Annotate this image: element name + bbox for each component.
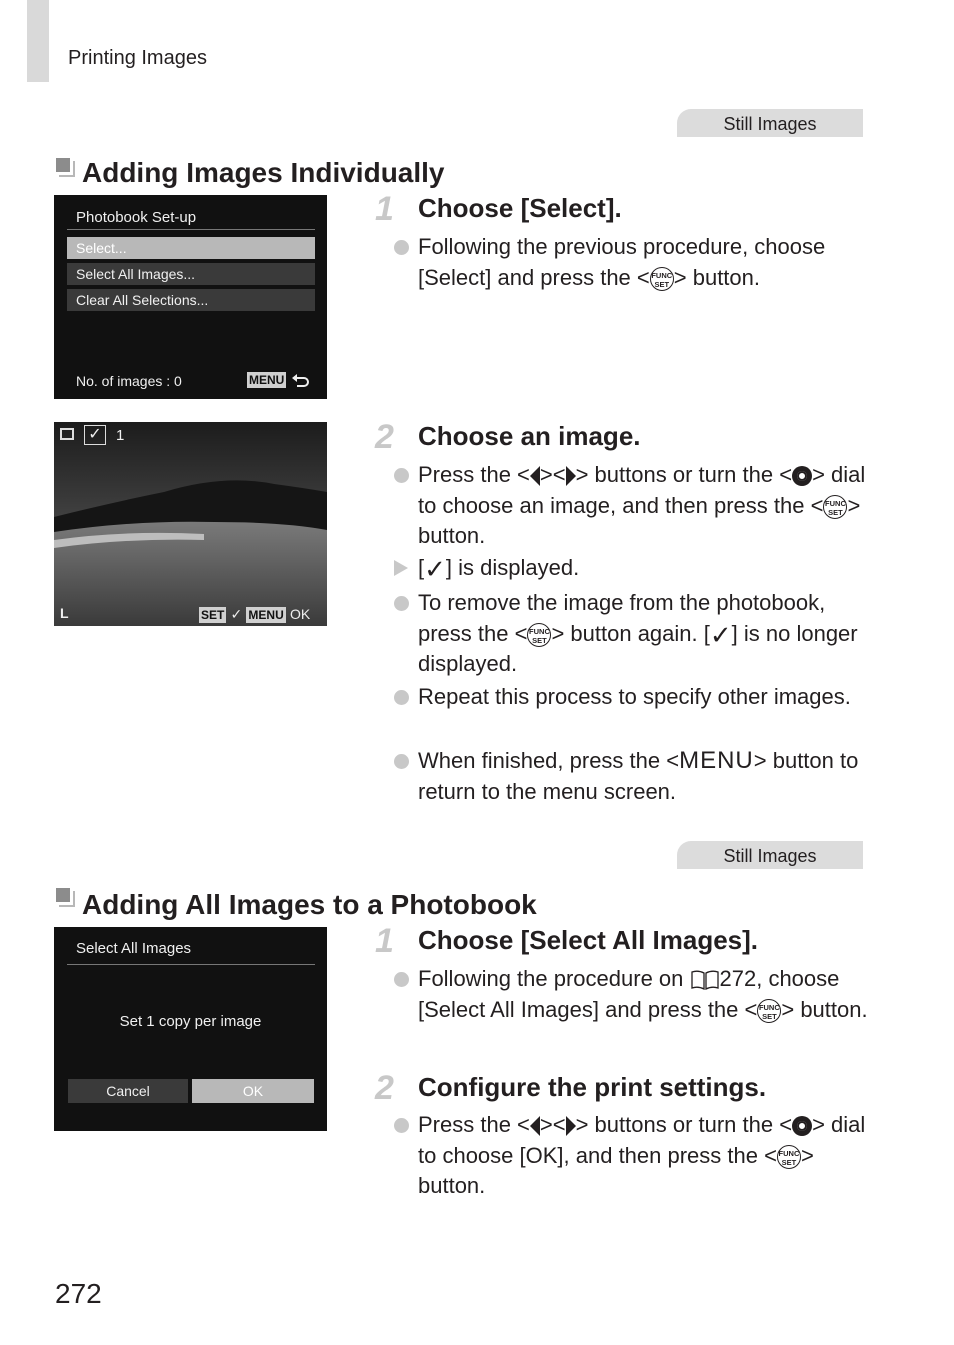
step-title: Choose [Select All Images].	[418, 925, 759, 955]
right-arrow-icon	[566, 1116, 576, 1136]
checkmark-icon: ✓	[709, 619, 732, 650]
screen-title: Select All Images	[76, 940, 192, 957]
text-span: > button.	[673, 264, 761, 290]
control-dial-icon	[792, 466, 812, 486]
book-reference-icon	[690, 969, 720, 991]
func-set-button-icon: FUNC SET	[823, 495, 847, 519]
ok-label: OK	[289, 606, 311, 622]
bullet-dot-icon	[394, 972, 409, 987]
check-box-icon: ✓	[84, 425, 106, 445]
section-heading: Adding All Images to a Photobook	[82, 889, 537, 920]
screen-title: Photobook Set-up	[76, 209, 197, 226]
set-button-icon: SET	[201, 608, 225, 622]
control-dial-icon	[792, 1116, 812, 1136]
section-heading: Adding Images Individually	[82, 157, 445, 188]
screen-divider	[67, 964, 315, 965]
right-arrow-icon	[566, 466, 576, 486]
bullet-dot-icon	[394, 1118, 409, 1133]
text-span: Following the previous procedure, choose [Select] and press the <	[418, 234, 826, 290]
func-set-button-icon: FUNC SET	[527, 623, 551, 647]
step-title: Configure the print settings.	[418, 1072, 767, 1102]
page-reference[interactable]: 272	[719, 966, 757, 991]
bullet-text: Press the < >< > buttons or turn the < > dial to choose an image, and then press the < FUNC SET > button.	[418, 460, 868, 552]
left-arrow-icon	[530, 466, 540, 486]
step-title: Choose an image.	[418, 421, 641, 451]
camera-screen-photobook-setup	[54, 195, 327, 399]
screen-divider	[67, 229, 315, 230]
images-count: No. of images : 0	[76, 373, 182, 389]
result-text: [✓] is displayed.	[418, 553, 868, 584]
bottom-controls	[199, 606, 310, 623]
camera-screen-photo	[54, 422, 327, 626]
func-set-button-icon: FUNC SET	[777, 1145, 801, 1169]
result-arrow-icon	[394, 560, 408, 576]
menu-button-label: MENU	[679, 747, 754, 774]
bullet-text: Repeat this process to specify other images.	[418, 682, 868, 713]
bullet-text: Following the procedure on 272, choose [Select All Images] and press the < FUNC SET > button.	[418, 964, 868, 1025]
step-number: 1	[375, 922, 394, 960]
bullet-text: Press the < >< > buttons or turn the < > dial to choose [OK], and then press the < FUNC SET > button.	[418, 1110, 868, 1202]
return-icon	[291, 372, 311, 388]
menu-back-control	[247, 371, 311, 388]
header-sidebar-bar	[27, 0, 49, 82]
bullet-dot-icon	[394, 240, 409, 255]
bullet-dot-icon	[394, 754, 409, 769]
step-number: 1	[375, 190, 394, 228]
still-images-tab: Still Images	[677, 841, 863, 869]
left-arrow-icon	[530, 1116, 540, 1136]
step-title: Choose [Select].	[418, 193, 622, 223]
cancel-button[interactable]: Cancel	[68, 1079, 188, 1103]
image-size-label: L	[60, 605, 69, 621]
bullet-text: When finished, press the <MENU> button to return to the menu screen.	[418, 746, 868, 807]
section-marker-icon	[56, 888, 70, 902]
step-number: 2	[375, 418, 394, 456]
menu-button-icon: MENU	[249, 373, 285, 387]
header-title: Printing Images	[68, 47, 207, 69]
bullet-text	[418, 232, 868, 293]
func-set-button-icon: FUNC SET	[650, 267, 674, 291]
still-images-tab: Still Images	[677, 109, 863, 137]
menu-item-clear-all[interactable]: Clear All Selections...	[67, 289, 315, 311]
landscape-photo	[54, 422, 327, 626]
bullet-dot-icon	[394, 596, 409, 611]
menu-item-select[interactable]: Select...	[67, 237, 315, 259]
bullet-dot-icon	[394, 690, 409, 705]
check-icon: ✓	[230, 606, 243, 622]
print-icon	[60, 428, 74, 440]
bullet-dot-icon	[394, 468, 409, 483]
copy-count: 1	[116, 427, 125, 444]
menu-button-icon: MENU	[248, 608, 284, 622]
bullet-text: To remove the image from the photobook, press the < FUNC SET > button again. [✓] is no longer displayed.	[418, 588, 868, 680]
ok-button[interactable]: OK	[192, 1079, 314, 1103]
page-number: 272	[55, 1278, 102, 1309]
menu-item-select-all[interactable]: Select All Images...	[67, 263, 315, 285]
camera-screen-select-all	[54, 927, 327, 1131]
step-number: 2	[375, 1069, 394, 1107]
func-set-button-icon: FUNC SET	[757, 999, 781, 1023]
screen-message: Set 1 copy per image	[119, 1013, 262, 1030]
section-marker-icon	[56, 158, 70, 172]
checkmark-icon: ✓	[424, 554, 446, 585]
